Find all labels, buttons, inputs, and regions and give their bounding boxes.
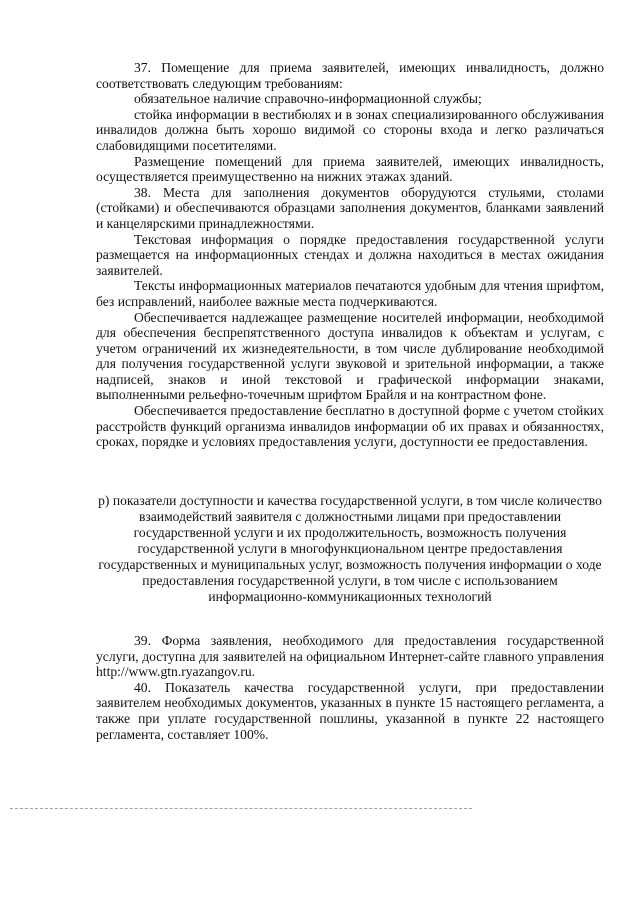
paragraph-38-text-info: Текстовая информация о порядке предоставления государственной услуги размещается на информационных стендах и должна находиться в местах ожидания заявителей.: [96, 231, 604, 278]
paragraph-37-placement: Размещение помещений для приема заявителей, имеющих инвалидность, осуществляется преимущественно на нижних этажах зданий.: [96, 153, 604, 185]
document-body-continued: [96, 633, 604, 742]
paragraph-37-item-1: обязательное наличие справочно-информационной службы;: [134, 91, 482, 107]
paragraph-40: 40. Показатель качества государственной услуги, при предоставлении заявителем необходимых документов, указанных в пункте 15 настоящего регламента, а также при уплате государственной пошлины, указанной в пункте 22 настоящего регламента, составляет 100%.: [96, 679, 604, 742]
paragraph-38: 38. Места для заполнения документов оборудуются стульями, столами (стойками) и обеспечиваются образцами заполнения документов, бланками заявлений и канцелярскими принадлежностями.: [96, 184, 604, 231]
paragraph-38-materials: Тексты информационных материалов печатаются удобным для чтения шрифтом, без исправлений, наиболее важные места подчеркиваются.: [96, 278, 604, 309]
section-heading-r: р) показатели доступности и качества государственной услуги, в том числе количество взаимодействий заявителя с должностными лицами при предоставлении государственной услуги и их продолжительность, возможность получения государственной услуги в многофункциональном центре предоставления государственных и муниципальных услуг, возможность получения информации о ходе предоставления государственной услуги, в том числе с использованием информационно-коммуникационных технологий: [98, 493, 602, 604]
paragraph-37: 37. Помещение для приема заявителей, имеющих инвалидность, должно соответствовать следующим требованиям:: [96, 60, 604, 91]
document-body: [96, 60, 604, 450]
paragraph-38-accessibility: Обеспечивается надлежащее размещение носителей информации, необходимой для обеспечения беспрепятственного доступа инвалидов к объектам и услугам, с учетом ограничений их жизнедеятельности, в том числе дублирование необходимой для получения государственной услуги звуковой и зрительной информации, а также надписей, знаков и иной текстовой и графической информации знаками, выполненными рельефно-точечным шрифтом Брайля и на контрастном фоне.: [96, 309, 604, 403]
paragraph-39: 39. Форма заявления, необходимого для предоставления государственной услуги, доступна для заявителей на официальном Интернет-сайте главного управления http://www.gtn.ryazangov.ru.: [96, 633, 604, 680]
scan-artifact-line: [10, 808, 472, 809]
paragraph-38-free-info: Обеспечивается предоставление бесплатно в доступной форме с учетом стойких расстройств функций организма инвалидов информации об их правах и обязанностях, сроках, порядке и условиях предоставления услуги, доступности ее предоставления.: [96, 403, 604, 450]
paragraph-37-item-2: стойка информации в вестибюлях и в зонах специализированного обслуживания инвалидов должна быть хорошо видимой со стороны входа и легко различаться слабовидящими посетителями.: [96, 106, 604, 153]
